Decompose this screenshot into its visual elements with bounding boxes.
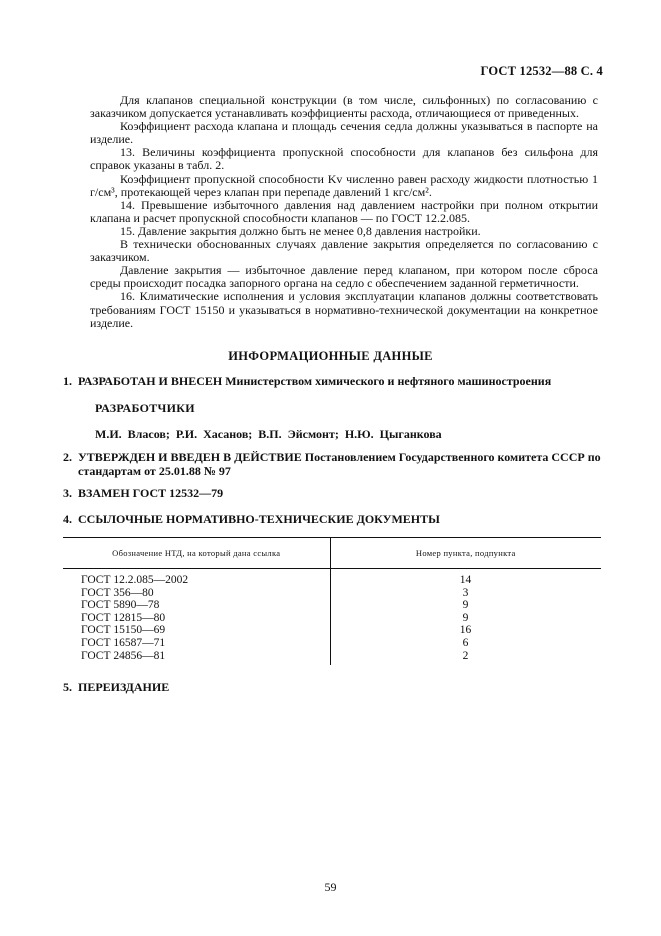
item-text: ВЗАМЕН ГОСТ 12532—79: [78, 486, 224, 500]
paragraph: 15. Давление закрытия должно быть не менее 0,8 давления настройки.: [120, 223, 481, 238]
paragraph: Коэффициент расхода клапана и площадь сечения седла должны указываться в паспорте на изделие.: [90, 119, 598, 147]
table-cell-doc: ГОСТ 5890—78: [81, 599, 160, 612]
item-text: ССЫЛОЧНЫЕ НОРМАТИВНО-ТЕХНИЧЕСКИЕ ДОКУМЕНТЫ: [78, 512, 440, 526]
table-cell-doc: ГОСТ 15150—69: [81, 624, 166, 637]
page-number: 59: [324, 880, 337, 894]
item-text: ПЕРЕИЗДАНИЕ: [78, 680, 170, 694]
info-item-references: [63, 513, 601, 527]
item-text-continued: стандартам от 25.01.88 № 97: [78, 463, 231, 478]
table-row: [63, 599, 601, 612]
info-item-approved: [63, 451, 601, 478]
table-cell-clause: 2: [462, 649, 469, 662]
item-number: 5.: [63, 680, 72, 694]
table-header-row: [63, 538, 601, 568]
info-item-reissue: [63, 681, 601, 695]
developers-names: М.И. Власов; Р.И. Хасанов; В.П. Эйсмонт; Н.Ю. Цыганкова: [95, 427, 442, 441]
item-text: УТВЕРЖДЕН И ВВЕДЕН В ДЕЙСТВИЕ Постановлением Государственного комитета СССР по: [78, 450, 601, 464]
table-cell-clause: 3: [462, 586, 469, 599]
paragraph: В технически обоснованных случаях давление закрытия определяется по согласованию с заказчиком.: [90, 237, 598, 265]
table-row: [63, 612, 601, 625]
item-number: 3.: [63, 486, 72, 500]
page-header: ГОСТ 12532—88 С. 4: [480, 64, 603, 78]
table-row: [63, 624, 601, 637]
body-text: [90, 94, 598, 330]
table-cell-doc: ГОСТ 16587—71: [81, 636, 166, 649]
table-cell-clause: 14: [459, 574, 472, 586]
table-cell-doc: ГОСТ 12815—80: [81, 611, 166, 624]
table-row: [63, 637, 601, 650]
table-row: [63, 574, 601, 587]
info-item-replaces: [63, 487, 601, 501]
item-number: 1.: [63, 374, 72, 388]
table-row: [63, 650, 601, 663]
table-cell-clause: 9: [462, 599, 469, 612]
paragraph: 14. Превышение избыточного давления над давлением настройки при полном открытии клапана и расчет пропускной способности клапанов — по ГОСТ 12.2.085.: [90, 197, 598, 225]
table-header-clause: Номер пункта, подпункта: [415, 548, 516, 558]
table-cell-doc: ГОСТ 24856—81: [81, 649, 166, 662]
table-header-doc: Обозначение НТД, на который дана ссылка: [63, 538, 331, 568]
table-cell-doc: ГОСТ 356—80: [81, 586, 154, 599]
item-number: 4.: [63, 512, 72, 526]
table-cell-clause: 9: [462, 611, 469, 624]
paragraph: Коэффициент пропускной способности Kv численно равен расходу жидкости плотностью 1 г/см³, протекающей через клапан при перепаде давлений 1 кгс/см².: [90, 171, 598, 199]
reference-table: [63, 537, 601, 665]
item-text: РАЗРАБОТАН И ВНЕСЕН Министерством химического и нефтяного машиностроения: [78, 374, 552, 388]
developers-label: РАЗРАБОТЧИКИ: [95, 401, 195, 415]
paragraph: Для клапанов специальной конструкции (в том числе, сильфонных) по согласованию с заказчиком допускается устанавливать коэффициенты расхода, отличающиеся от приведенных.: [90, 93, 598, 121]
item-number: 2.: [63, 450, 72, 464]
table-row: [63, 587, 601, 600]
info-item-developed: [63, 375, 601, 389]
paragraph: 13. Величины коэффициента пропускной способности для клапанов без сильфона для справок указаны в табл. 2.: [90, 145, 598, 173]
table-cell-doc: ГОСТ 12.2.085—2002: [81, 574, 189, 586]
info-section-title: ИНФОРМАЦИОННЫЕ ДАННЫЕ: [228, 349, 433, 363]
paragraph: Давление закрытия — избыточное давление перед клапаном, при котором после сброса среды происходит посадка запорного органа на седло с обеспечением заданной герметичности.: [90, 263, 598, 291]
paragraph: 16. Климатические исполнения и условия эксплуатации клапанов должны соответствовать требованиям ГОСТ 15150 и указываться в нормативно-технической документации на конкретное изделие.: [90, 289, 598, 330]
table-cell-clause: 16: [459, 624, 472, 637]
table-column-divider: [330, 569, 331, 665]
table-cell-clause: 6: [462, 636, 469, 649]
table-body: [63, 569, 601, 665]
